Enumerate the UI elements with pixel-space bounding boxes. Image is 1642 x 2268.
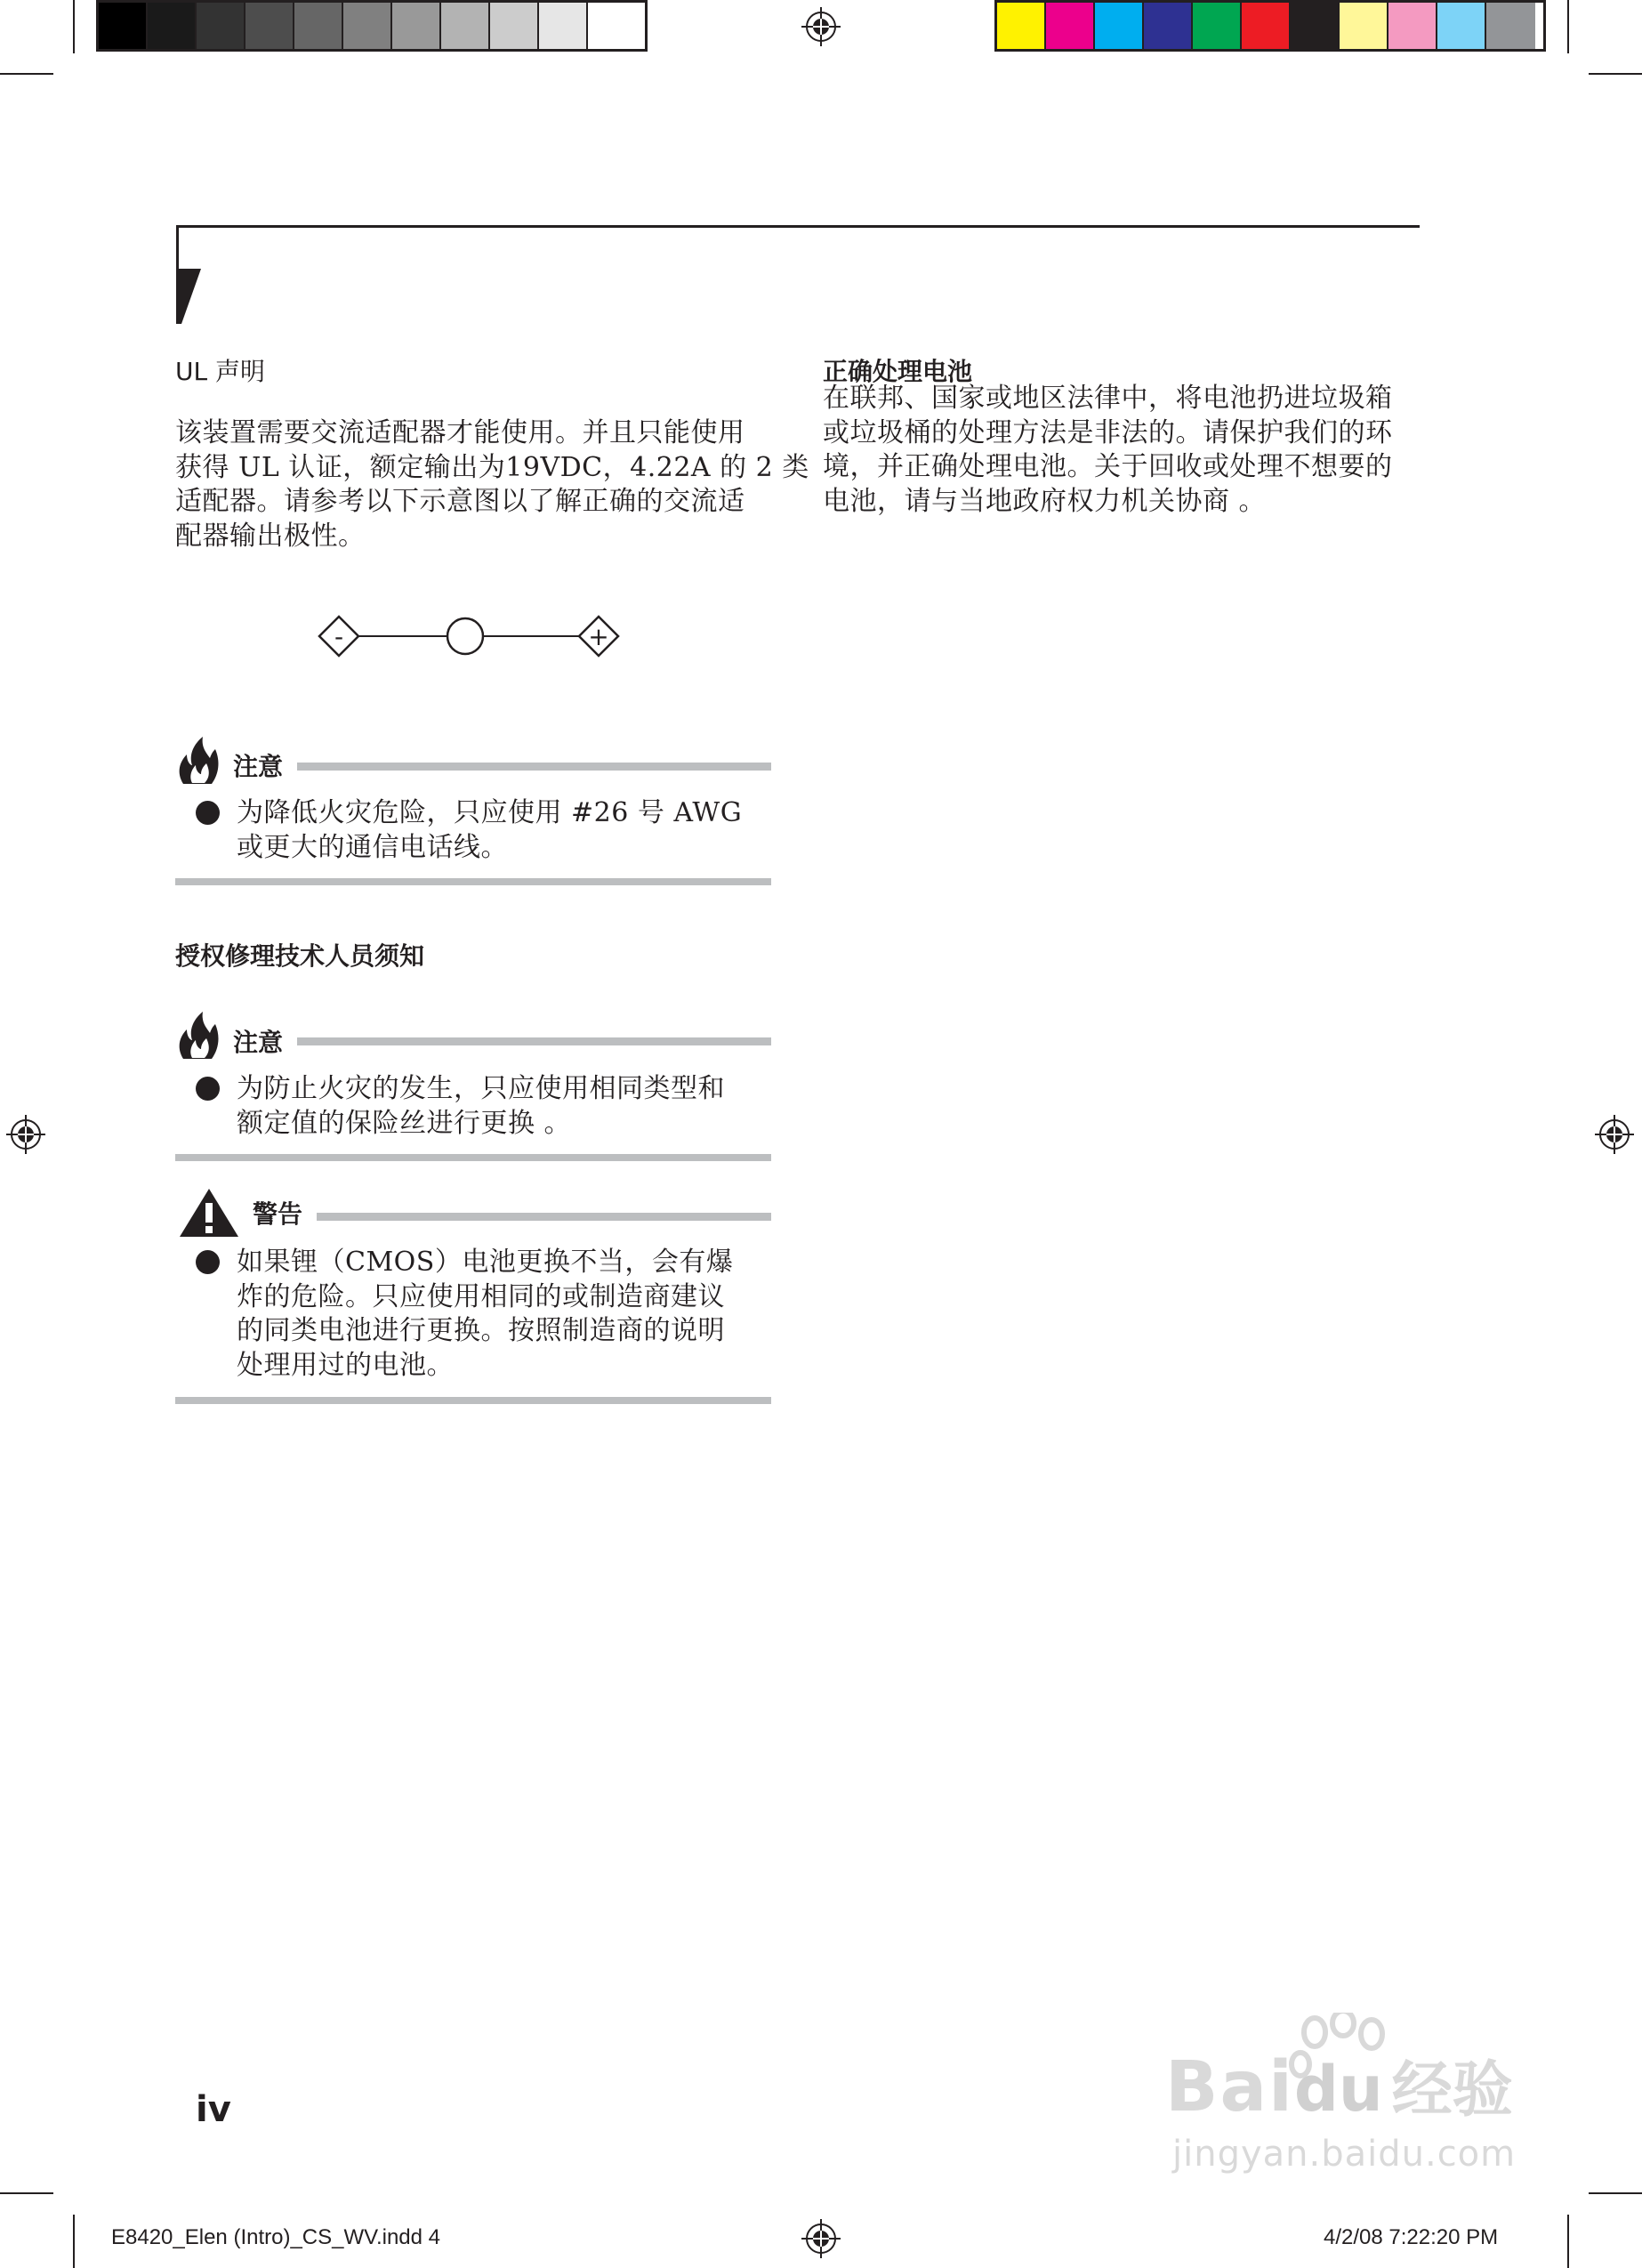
warning-line: 处理用过的电池。 — [237, 1349, 454, 1381]
color-swatch — [588, 3, 637, 49]
body-line: 在联邦、国家或地区法律中，将电池扔进垃圾箱 — [823, 383, 1393, 414]
color-swatch — [1242, 3, 1291, 49]
center-pin-icon — [447, 618, 483, 654]
color-swatch — [99, 3, 148, 49]
crop-mark — [0, 73, 53, 75]
page-number: iv — [196, 2089, 231, 2130]
body-line: 配器输出极性。 — [175, 520, 366, 552]
color-swatch — [1291, 3, 1340, 49]
body-line: 或垃圾桶的处理方法是非法的。请保护我们的环 — [823, 416, 1393, 448]
color-swatch — [1046, 3, 1095, 49]
warning-title: 警告 — [253, 1199, 303, 1229]
crop-mark — [1589, 2192, 1642, 2194]
callout-bottom-rule — [175, 1397, 771, 1404]
body-line: 适配器。请参考以下示意图以了解正确的交流适 — [175, 486, 745, 517]
color-swatch — [148, 3, 197, 49]
crop-mark — [1567, 0, 1569, 53]
color-swatch — [197, 3, 245, 49]
header-rule — [176, 225, 1420, 228]
paw-logo-icon — [1288, 2013, 1395, 2102]
chapter-tab-marker — [176, 269, 201, 324]
body-line: 电池，请与当地政府权力机关协商 。 — [823, 485, 1267, 517]
footer-file-name: E8420_Elen (Intro)_CS_WV.indd 4 — [111, 2225, 441, 2249]
ul-section-body — [175, 416, 809, 553]
fire-icon — [176, 1010, 221, 1060]
registration-mark-icon — [1595, 1115, 1634, 1154]
color-swatch — [392, 3, 441, 49]
registration-mark-icon — [6, 1115, 45, 1154]
color-swatch — [1144, 3, 1193, 49]
service-section-title: 授权修理技术人员须知 — [175, 941, 425, 971]
crop-mark — [0, 2192, 53, 2194]
callout-bottom-rule — [175, 1154, 771, 1161]
color-swatch — [343, 3, 392, 49]
watermark-brand: Bai — [1165, 2047, 1294, 2127]
callout-bottom-rule — [175, 878, 771, 885]
watermark-brand-du: du — [1293, 2053, 1383, 2126]
caution-title: 注意 — [233, 1028, 284, 1057]
registration-mark-icon — [801, 2219, 841, 2258]
color-swatch — [1437, 3, 1486, 49]
crop-mark — [73, 2215, 75, 2268]
color-bar — [994, 0, 1546, 52]
color-swatch — [441, 3, 490, 49]
body-line: 该装置需要交流适配器才能使用。并且只能使用 — [175, 417, 745, 448]
warning-line: 的同类电池进行更换。按照制造商的说明 — [237, 1315, 725, 1346]
footer-timestamp: 4/2/08 7:22:20 PM — [1324, 2225, 1499, 2249]
color-swatch — [1340, 3, 1388, 49]
caution-line: 为防止火灾的发生，只应使用相同类型和 — [237, 1073, 725, 1104]
color-swatch — [997, 3, 1046, 49]
color-swatch — [1486, 3, 1535, 49]
crop-mark — [73, 0, 75, 53]
color-swatch — [539, 3, 588, 49]
caution-line: 为降低火灾危险，只应使用 #26 号 AWG — [237, 797, 743, 828]
color-swatch — [1388, 3, 1437, 49]
warning-text — [237, 1246, 733, 1383]
battery-section-body — [823, 382, 1428, 519]
polarity-diagram — [316, 609, 623, 663]
crop-mark — [1567, 2215, 1569, 2268]
bullet-icon — [196, 1077, 220, 1101]
caution-1-text — [237, 796, 742, 865]
registration-mark-icon — [801, 7, 841, 46]
bullet-icon — [196, 801, 220, 825]
caution-line: 或更大的通信电话线。 — [237, 831, 508, 863]
watermark-cn: 经验 — [1391, 2055, 1513, 2126]
warning-line: 炸的危险。只应使用相同的或制造商建议 — [237, 1280, 725, 1312]
fire-icon — [176, 735, 221, 785]
grayscale-bar — [96, 0, 648, 52]
body-line: 获得 UL 认证，额定输出为19VDC，4.22A 的 2 类 — [175, 451, 809, 483]
callout-header-rule — [297, 763, 771, 771]
callout-header-rule — [297, 1037, 771, 1045]
plus-sign: + — [588, 622, 609, 651]
color-swatch — [245, 3, 294, 49]
color-swatch — [294, 3, 343, 49]
callout-header-rule — [317, 1213, 771, 1221]
minus-sign: - — [334, 622, 344, 651]
caution-line: 额定值的保险丝进行更换 。 — [237, 1107, 572, 1139]
color-swatch — [490, 3, 539, 49]
color-swatch — [1095, 3, 1144, 49]
caution-2-text — [237, 1072, 725, 1141]
warning-line: 如果锂（CMOS）电池更换不当，会有爆 — [237, 1247, 734, 1278]
caution-title: 注意 — [233, 752, 284, 781]
warning-triangle-icon — [178, 1187, 240, 1239]
color-swatch — [1193, 3, 1242, 49]
battery-section-title: 正确处理电池 — [823, 357, 973, 386]
body-line: 境，并正确处理电池。关于回收或处理不想要的 — [823, 451, 1393, 482]
bullet-icon — [196, 1250, 220, 1274]
crop-mark — [1589, 73, 1642, 75]
ul-section-title: UL 声明 — [175, 357, 265, 386]
watermark-url: jingyan.baidu.com — [1172, 2134, 1517, 2175]
